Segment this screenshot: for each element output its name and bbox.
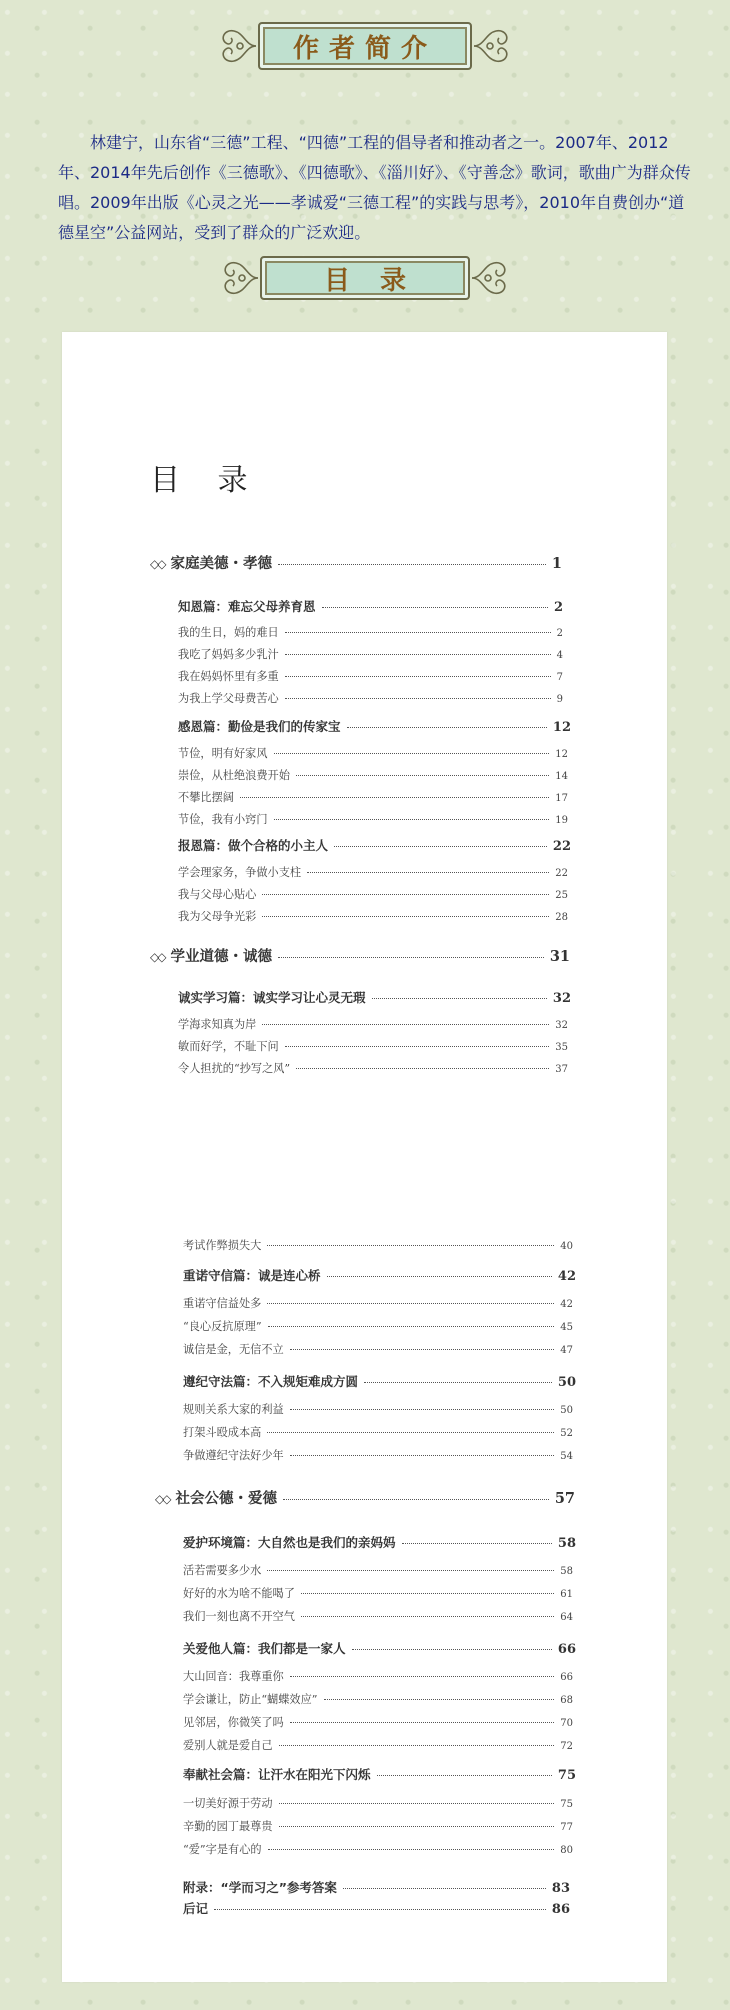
toc-item[interactable]: 我吃了妈妈多少乳汁 4 [178, 648, 563, 661]
author-banner [216, 20, 514, 72]
toc-banner [218, 252, 512, 304]
chapter-title: 社会公德・爱德 [175, 1490, 277, 1507]
toc-item[interactable]: 节俭，明有好家风 12 [178, 747, 568, 760]
toc-item[interactable]: 学会谦让，防止“蝴蝶效应” 68 [183, 1693, 573, 1706]
chapter-title: 家庭美德・孝德 [170, 555, 272, 572]
chapter-title: 学业道德・诚德 [170, 948, 272, 965]
toc-item[interactable]: 我在妈妈怀里有多重 7 [178, 670, 563, 683]
toc-item[interactable]: 好好的水为啥不能喝了 61 [183, 1587, 573, 1600]
diamond-marker-icon: ◇◇ [155, 1492, 170, 1506]
toc-item[interactable]: 节俭，我有小窍门 19 [178, 813, 568, 826]
toc-item[interactable]: 我为父母争光彩 28 [178, 910, 568, 923]
toc-item[interactable]: 爱别人就是爱自己 72 [183, 1739, 573, 1752]
right-ornament-icon [472, 23, 514, 69]
toc-item[interactable]: 我的生日，妈的难日 2 [178, 626, 563, 639]
toc-section[interactable]: 附录：“学而习之”参考答案 83 [183, 1880, 570, 1896]
toc-heading: 目 录 [150, 463, 262, 498]
toc-item[interactable]: 大山回音：我尊重你 66 [183, 1670, 573, 1683]
diamond-marker-icon: ◇◇ [150, 950, 165, 964]
toc-item[interactable]: 重诺守信益处多 42 [183, 1297, 573, 1310]
toc-item[interactable]: 我与父母心贴心 25 [178, 888, 568, 901]
page-number: 31 [549, 948, 570, 965]
toc-item[interactable]: 学会理家务，争做小支柱 22 [178, 866, 568, 879]
toc-item[interactable]: 我们一刻也离不开空气 64 [183, 1610, 573, 1623]
left-ornament-icon [216, 23, 258, 69]
toc-item[interactable]: 见邻居，你微笑了吗 70 [183, 1716, 573, 1729]
toc-section[interactable]: 重诺守信篇：诚是连心桥 42 [183, 1268, 576, 1284]
page-number: 57 [554, 1490, 575, 1507]
toc-item[interactable]: 诚信是金，无信不立 47 [183, 1343, 573, 1356]
toc-chapter[interactable] [155, 1487, 575, 1508]
toc-section[interactable]: 奉献社会篇：让汗水在阳光下闪烁 75 [183, 1767, 576, 1783]
toc-section[interactable]: 知恩篇：难忘父母养育恩 2 [178, 599, 563, 615]
toc-chapter[interactable] [150, 945, 570, 966]
diamond-marker-icon: ◇◇ [150, 557, 165, 571]
dot-leader [283, 1499, 549, 1500]
toc-item[interactable]: 争做遵纪守法好少年 54 [183, 1449, 573, 1462]
toc-section[interactable]: 关爱他人篇：我们都是一家人 66 [183, 1641, 576, 1657]
toc-item[interactable]: 为我上学父母费苦心 9 [178, 692, 563, 705]
toc-item[interactable]: 考试作弊损失大 40 [183, 1239, 573, 1252]
toc-item[interactable]: 辛勤的园丁最尊贵 77 [183, 1820, 573, 1833]
toc-item[interactable]: “良心反抗原理” 45 [183, 1320, 573, 1333]
toc-section[interactable]: 后记 86 [183, 1901, 570, 1917]
toc-item[interactable]: 崇俭，从杜绝浪费开始 14 [178, 769, 568, 782]
toc-section[interactable]: 感恩篇：勤俭是我们的传家宝 12 [178, 719, 571, 735]
toc-banner-title: 目录 [260, 256, 470, 300]
toc-chapter[interactable] [150, 552, 562, 573]
author-intro: 林建宁，山东省“三德”工程、“四德”工程的倡导者和推动者之一。2007年、2012年、2014年先后创作《三德歌》、《四德歌》、《淄川好》、《守善念》歌词，歌曲广为群众传唱。2009年出版《心灵之光——孝诚爱“三德工程”的实践与思考》，2010年自费创办“道德星空”公益网站，受到了群众的广泛欢迎。 [58, 133, 691, 242]
toc-section[interactable]: 诚实学习篇：诚实学习让心灵无瑕 32 [178, 990, 571, 1006]
dot-leader [278, 957, 544, 958]
toc-item[interactable]: 一切美好源于劳动 75 [183, 1797, 573, 1810]
toc-section[interactable]: 爱护环境篇：大自然也是我们的亲妈妈 58 [183, 1535, 576, 1551]
toc-item[interactable]: 打架斗殴成本高 52 [183, 1426, 573, 1439]
right-ornament-icon [470, 255, 512, 301]
dot-leader [278, 564, 546, 565]
toc-item[interactable]: “爱”字是有心的 80 [183, 1843, 573, 1856]
author-banner-title: 作者简介 [258, 22, 472, 70]
toc-page [62, 332, 667, 1982]
toc-item[interactable]: 活若需要多少水 58 [183, 1564, 573, 1577]
toc-section[interactable]: 报恩篇：做个合格的小主人 22 [178, 838, 571, 854]
toc-item[interactable]: 不攀比摆阔 17 [178, 791, 568, 804]
toc-item[interactable]: 敏而好学，不耻下问 35 [178, 1040, 568, 1053]
left-ornament-icon [218, 255, 260, 301]
toc-item[interactable]: 规则关系大家的利益 50 [183, 1403, 573, 1416]
toc-section[interactable]: 遵纪守法篇：不入规矩难成方圆 50 [183, 1374, 576, 1390]
toc-item[interactable]: 令人担扰的“抄写之风” 37 [178, 1062, 568, 1075]
toc-item[interactable]: 学海求知真为岸 32 [178, 1018, 568, 1031]
page-number: 1 [551, 555, 562, 572]
